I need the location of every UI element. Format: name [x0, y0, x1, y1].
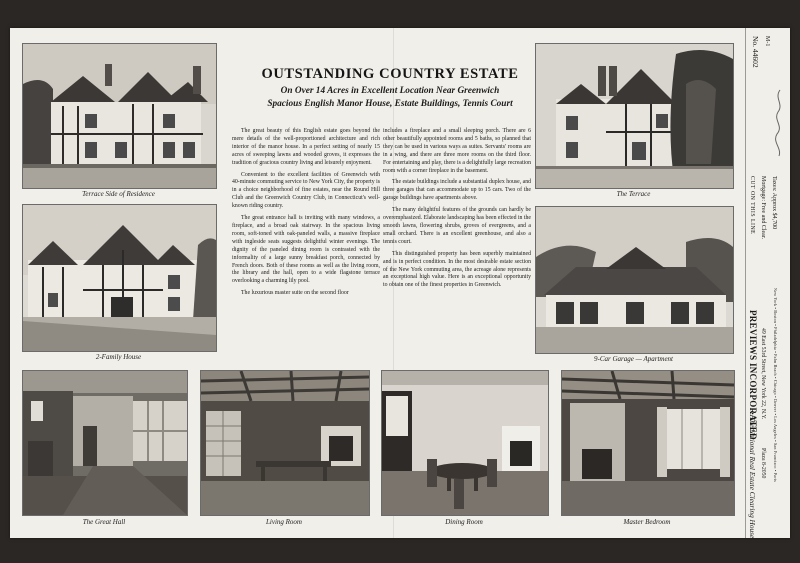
office-cities: New York • Boston • Philadelphia • Palm Beach • Chicago • Denver • Los Angeles • San Francisco • Paris [773, 288, 778, 482]
caption-garage: 9-Car Garage — Apartment [593, 355, 673, 363]
company-address: 49 East 53rd Street, New York 22, N.Y. [760, 328, 766, 420]
paragraph: The luxurious master suite on the second floor [241, 290, 349, 297]
subtitle-line-1: On Over 14 Acres in Excellent Location Near Greenwich [280, 86, 500, 96]
company-name: PREVIEWS INCORPORATED [748, 310, 758, 440]
taxes-terms: Taxes: Approx $4,700 [771, 176, 777, 230]
caption-terrace: The Terrace [616, 190, 651, 198]
company-tagline: • The National Real Estate Clearing House [748, 412, 757, 539]
body-column-1 [232, 128, 380, 302]
caption-terrace-side: Terrace Side of Residence [82, 190, 155, 198]
headline-subtitle [245, 85, 535, 110]
photo-two-family-house [22, 204, 217, 352]
listing-number: No. 44602 [751, 36, 760, 68]
headline-title: OUTSTANDING COUNTRY ESTATE [261, 66, 519, 82]
photo-dining-room [381, 370, 549, 516]
paragraph: includes a fireplace and a small sleeping porch. There are 6 other beautifully appointed rooms and 5 baths, so planned that they can be used in various ways as suites. Servants' rooms are in a wing, and there are three more rooms on the third floor. For entertaining and play, there is a delightfully large recreation room with a corner fireplace in the basement. [383, 128, 531, 174]
photo-garage [535, 206, 734, 354]
signature-mark [770, 88, 788, 158]
paragraph: The estate buildings include a substantial duplex house, and three garages that can accommodate up to 15 cars. Two of the garage buildings have apartments above. [383, 179, 531, 202]
body-column-2 [383, 128, 531, 294]
listing-sub: M-1 [764, 36, 770, 47]
subtitle-line-2: Spacious English Manor House, Estate Buildings, Tennis Court [267, 98, 513, 109]
photo-terrace-side [22, 43, 217, 189]
caption-great-hall: The Great Hall [82, 518, 126, 526]
paragraph: The great entrance hall is inviting with many windows, a fireplace, and a broad oak stairway. In the spacious living room, soft-toned with oak-paneled walls, a massive fireplace with ingleside seats suggests delightful winter evenings. The dignity of the paneled dining room is contrasted with the informality of a large sunny breakfast porch, connected by French doors. Both of these rooms as well as the living room, the library and the hall, open to a wide flagstone terrace overlooking a charming lily pool. [232, 215, 380, 285]
mortgage-terms: Mortgage: Free and Clear. [760, 176, 766, 239]
caption-master-bedroom: Master Bedroom [623, 518, 671, 526]
paragraph: This distinguished property has been superbly maintained and is in perfect condition. In the most desirable estate section of the New York commuting area, the acreage alone represents an exceptional high value. Here is an exceptional opportunity to obtain one of the finest properties in Greenwich. [383, 250, 531, 289]
caption-two-family-house: 2-Family House [95, 353, 142, 361]
listing-sidebar [745, 28, 791, 538]
brochure-sheet [10, 28, 790, 538]
photo-living-room [200, 370, 370, 516]
paragraph: The many delightful features of the grounds can hardly be overemphasized. Elaborate landscaping has been effected in the smooth lawns, flowering shrubs, groves of evergreens, and a small orchard. There is an excellent greenhouse, and also a tennis court. [383, 207, 531, 245]
photo-terrace [535, 43, 734, 189]
paragraph: Convenient to the excellent facilities of Greenwich with 40-minute commuting service to New York City, the property is in a choice neighborhood of fine estates, near the Round Hill Club and the Greenwich Country Club, in Connecticut's well-known riding country. [232, 171, 380, 210]
caption-living-room: Living Room [266, 518, 302, 526]
photo-master-bedroom [561, 370, 735, 516]
caption-dining-room: Dining Room [445, 518, 483, 526]
cut-line-label: CUT ON THIS LINE [749, 176, 755, 235]
paragraph: The great beauty of this English estate goes beyond the mere details of the well-proportioned architecture and rich interior of the manor house. In a perfect setting of nearly 15 acres of sweeping lawns and wooded groves, it expresses the tradition of gracious country living and leisurely enjoyment. [232, 128, 380, 166]
company-phone: Plaza 8-2050 [760, 448, 766, 479]
photo-great-hall [22, 370, 188, 516]
